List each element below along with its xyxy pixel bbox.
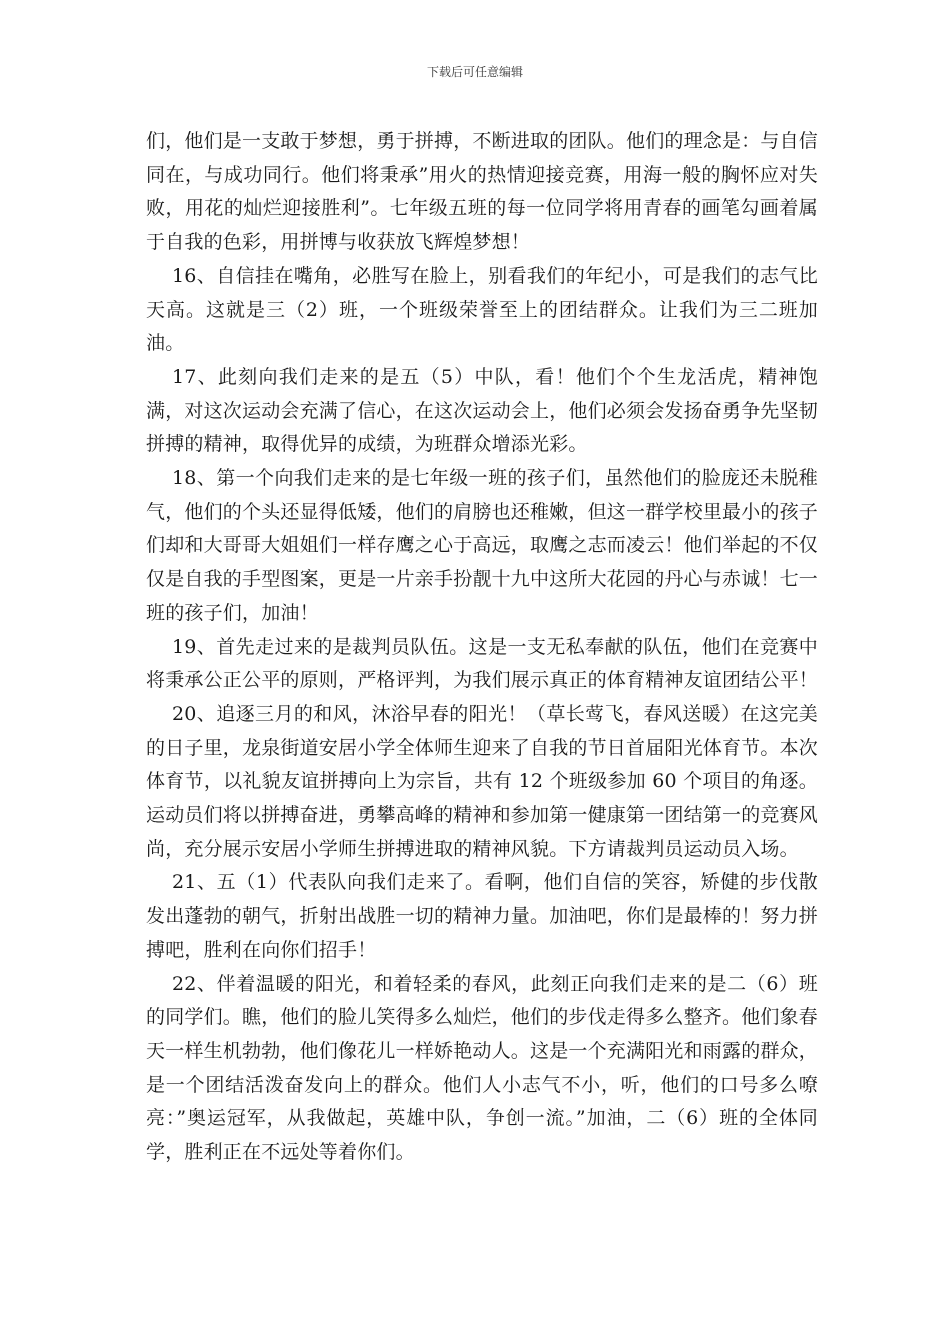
paragraph-20: 20、追逐三月的和风，沐浴早春的阳光！（草长莺飞，春风送暖）在这完美的日子里，龙泉街道安居小学全体师生迎来了自我的节日首届阳光体育节。本次体育节，以礼貌友谊拼搏向上为宗旨，共有 12 个班级参加 60 个项目的角逐。运动员们将以拼搏奋进，勇攀高峰的精神和参加第一健康第一团结第一的竞赛风尚，充分展示安居小学师生拼搏进取的精神风貌。下方请裁判员运动员入场。 — [146, 702, 819, 860]
page-header: 下载后可任意编辑 — [426, 65, 523, 79]
paragraph-22: 22、伴着温暖的阳光，和着轻柔的春风，此刻正向我们走来的是二（6）班的同学们。瞧，他们的脸儿笑得多么灿烂，他们的步伐走得多么整齐。他们象春天一样生机勃勃，他们像花儿一样娇艳动人。这是一个充满阳光和雨露的群众，是一个团结活泼奋发向上的群众。他们人小志气不小，听，他们的口号多么嘹亮：”奥运冠军，从我做起，英雄中队，争创一流。”加油，二（6）班的全体同学，胜利正在不远处等着你们。 — [146, 972, 819, 1164]
paragraph-19: 19、首先走过来的是裁判员队伍。这是一支无私奉献的队伍，他们在竞赛中将秉承公正公平的原则，严格评判，为我们展示真正的体育精神友谊团结公平！ — [146, 635, 819, 692]
paragraph-continuation: 们，他们是一支敢于梦想，勇于拼搏，不断进取的团队。他们的理念是：与自信同在，与成功同行。他们将秉承”用火的热情迎接竞赛，用海一般的胸怀应对失败，用花的灿烂迎接胜利”。七年级五班的每一位同学将用青春的画笔勾画着属于自我的色彩，用拼博与收获放飞辉煌梦想！ — [146, 130, 819, 254]
paragraph-17: 17、此刻向我们走来的是五（5）中队，看！他们个个生龙活虎，精神饱满，对这次运动会充满了信心，在这次运动会上，他们必须会发扬奋勇争先坚韧拼搏的精神，取得优异的成绩，为班群众增添光彩。 — [146, 365, 819, 456]
paragraph-18: 18、第一个向我们走来的是七年级一班的孩子们，虽然他们的脸庞还未脱稚气，他们的个头还显得低矮，他们的肩膀也还稚嫩，但这一群学校里最小的孩子们却和大哥哥大姐姐们一样存鹰之心于高远，取鹰之志而凌云！他们举起的不仅仅是自我的手型图案，更是一片亲手扮靓十九中这所大花园的丹心与赤诚！七一班的孩子们，加油！ — [146, 467, 819, 624]
paragraph-21: 21、五（1）代表队向我们走来了。看啊，他们自信的笑容，矫健的步伐散发出蓬勃的朝气，折射出战胜一切的精神力量。加油吧，你们是最棒的！努力拼搏吧，胜利在向你们招手！ — [146, 871, 819, 961]
paragraph-16: 16、自信挂在嘴角，必胜写在脸上，别看我们的年纪小，可是我们的志气比天高。这就是三（2）班，一个班级荣誉至上的团结群众。让我们为三二班加油。 — [146, 264, 818, 355]
document-body — [146, 125, 818, 1170]
